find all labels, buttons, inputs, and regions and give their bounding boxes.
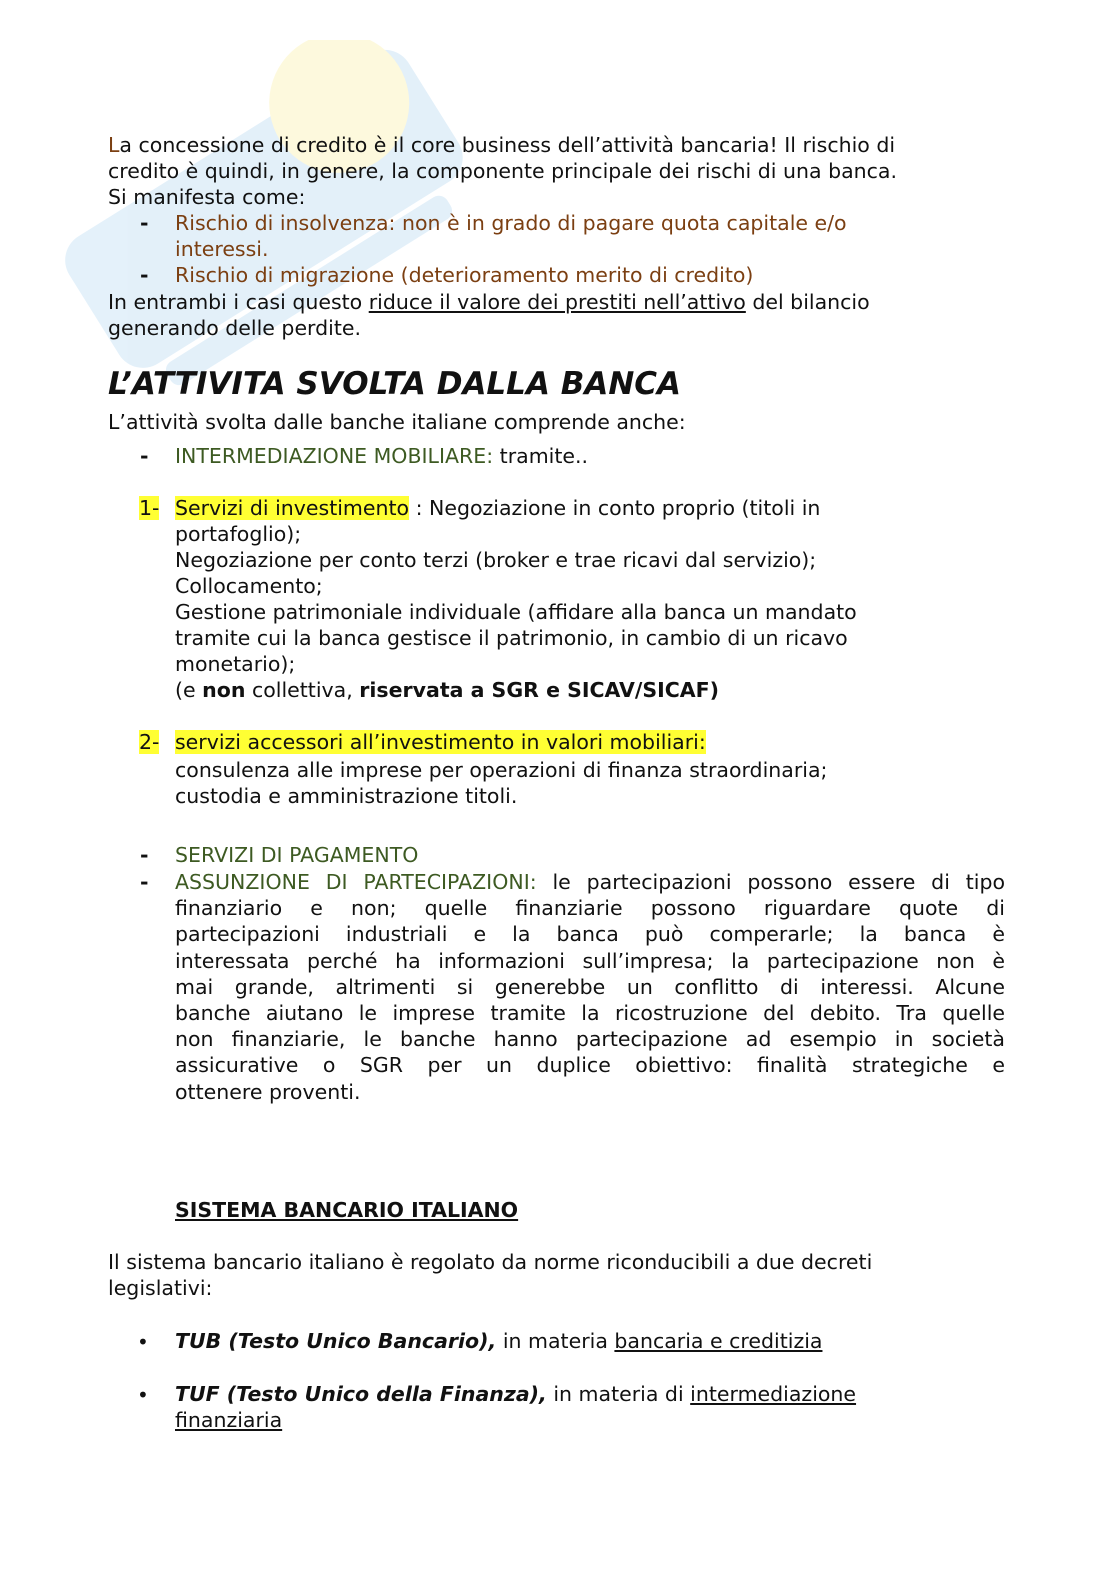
tub-subject: bancaria e creditizia <box>614 1329 823 1353</box>
partecipazioni-paragraph <box>175 869 1005 1105</box>
intro-line-2: credito è quindi, in genere, la componente principale dei rischi di una banca. <box>108 159 897 183</box>
partecipazioni-line: ottenere proventi. <box>175 1079 361 1104</box>
partecipazioni-line: partecipazioni industriali e la banca può comperarle; la banca è <box>175 922 1005 947</box>
numbered-1-line-2: portafoglio); <box>175 522 302 546</box>
partecipazioni-line: interessata perché ha informazioni sull’impresa; la partecipazione non è <box>175 948 1005 973</box>
numbered-1-line-1 <box>175 495 820 521</box>
item-pagamento: SERVIZI DI PAGAMENTO <box>175 843 419 867</box>
partecipazioni-line: banche aiutano le imprese tramite la ricostruzione del debito. Tra quelle <box>175 1001 1005 1026</box>
numbered-1-rest: : Negoziazione in conto proprio (titoli in <box>409 496 821 520</box>
numbered-1-line-8: (e non collettiva, riservata a SGR e SICAV/SICAF) <box>175 678 720 702</box>
conclusion-line-1 <box>108 289 870 315</box>
numbered-1-line-6: tramite cui la banca gestisce il patrimonio, in cambio di un ricavo <box>175 626 848 650</box>
intro-line-3: Si manifesta come: <box>108 185 306 209</box>
intro-lead-letter: L <box>108 133 120 157</box>
numbered-2-marker: 2- <box>139 730 160 754</box>
conclusion-underlined: riduce il valore dei prestiti nell’attivo <box>368 290 746 314</box>
section-heading-attivita: L’ATTIVITA SVOLTA DALLA BANCA <box>108 366 682 402</box>
partecipazioni-line: finanziario e non; quelle finanziarie possono riguardare quote di <box>175 896 1005 921</box>
numbered-2-line-1 <box>175 729 706 755</box>
section2-intro-line-1: Il sistema bancario italiano è regolato da norme riconducibili a due decreti <box>108 1250 873 1274</box>
dash-bullet: - <box>140 263 149 287</box>
numbered-1-line-3: Negoziazione per conto terzi (broker e trae ricavi dal servizio); <box>175 548 817 572</box>
risk-insolvenza-line-2: interessi. <box>175 237 269 261</box>
tub-item: TUB (Testo Unico Bancario), in materia bancaria e creditizia <box>175 1329 823 1353</box>
tuf-subject-1: intermediazione <box>690 1382 857 1406</box>
intermediazione-label: INTERMEDIAZIONE MOBILIARE: <box>175 444 494 468</box>
numbered-2-line-3: custodia e amministrazione titoli. <box>175 784 518 808</box>
conclusion-start: In entrambi i casi questo <box>108 290 369 314</box>
bullet-dot: • <box>137 1330 149 1354</box>
dash-bullet: - <box>140 843 149 867</box>
section-heading-sistema: SISTEMA BANCARIO ITALIANO <box>175 1198 519 1222</box>
numbered-1-marker: 1- <box>139 496 160 520</box>
tuf-subject-2: finanziaria <box>175 1408 283 1432</box>
numbered-2-line-2: consulenza alle imprese per operazioni di finanza straordinaria; <box>175 758 828 782</box>
bullet-dot: • <box>137 1383 149 1407</box>
intermediazione-rest: tramite.. <box>493 444 589 468</box>
tuf-item: TUF (Testo Unico della Finanza), in materia di intermediazione <box>175 1382 857 1406</box>
conclusion-line-2: generando delle perdite. <box>108 316 361 340</box>
risk-insolvenza-line-1: Rischio di insolvenza: non è in grado di pagare quota capitale e/o <box>175 211 847 235</box>
risk-migrazione: Rischio di migrazione (deterioramento merito di credito) <box>175 263 754 287</box>
numbered-1-line-7: monetario); <box>175 652 296 676</box>
servizi-accessori-highlight: servizi accessori all’investimento in valori mobiliari: <box>175 730 706 754</box>
partecipazioni-line: non finanziarie, le banche hanno partecipazione ad esempio in società <box>175 1027 1005 1052</box>
item-intermediazione <box>175 443 588 469</box>
numbered-1-line-5: Gestione patrimoniale individuale (affidare alla banca un mandato <box>175 600 857 624</box>
partecipazioni-line: mai grande, altrimenti si generebbe un conflitto di interessi. Alcune <box>175 974 1005 999</box>
numbered-1-line-4: Collocamento; <box>175 574 323 598</box>
dash-bullet: - <box>140 870 149 894</box>
section2-intro-line-2: legislativi: <box>108 1276 213 1300</box>
partecipazioni-line: assicurative o SGR per un duplice obiettivo: finalità strategiche e <box>175 1053 1005 1078</box>
intro-line-1-text: a concessione di credito è il core business dell’attività bancaria! Il rischio di <box>119 133 896 157</box>
tuf-label: TUF (Testo Unico della Finanza), <box>175 1382 547 1406</box>
dash-bullet: - <box>140 444 149 468</box>
section1-intro: L’attività svolta dalle banche italiane comprende anche: <box>108 410 686 434</box>
tub-label: TUB (Testo Unico Bancario), <box>175 1329 497 1353</box>
dash-bullet: - <box>140 211 149 235</box>
intro-line-1 <box>108 132 895 158</box>
partecipazioni-label: ASSUNZIONE DI PARTECIPAZIONI: <box>175 870 537 894</box>
partecipazioni-line: ASSUNZIONE DI PARTECIPAZIONI: le partecipazioni possono essere di tipo <box>175 870 1006 894</box>
conclusion-end: del bilancio <box>745 290 870 314</box>
servizi-investimento-highlight: Servizi di investimento <box>175 496 410 520</box>
